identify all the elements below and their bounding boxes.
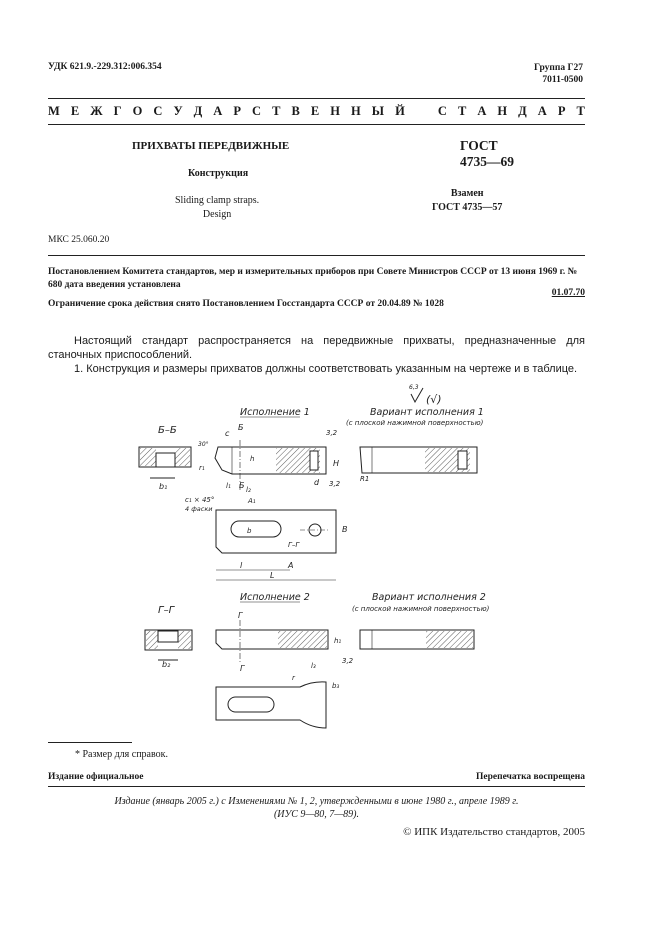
udk-code: УДК 621.9.-229.312:006.354 — [48, 62, 162, 72]
svg-text:3,2: 3,2 — [342, 657, 354, 665]
replaces-number: ГОСТ 4735—57 — [432, 202, 503, 213]
svg-text:A: A — [288, 561, 294, 570]
svg-text:Г: Г — [238, 611, 243, 620]
exec-2-side-view — [216, 611, 354, 673]
footnote-rule — [48, 742, 132, 743]
banner-letter: С — [153, 104, 163, 118]
svg-text:H: H — [333, 459, 340, 468]
svg-text:h: h — [250, 455, 255, 463]
section-bb — [139, 447, 191, 491]
edition-line-1: Издание (январь 2005 г.) с Изменениями № 1, 2, утвержденными в июне 1980 г., апреле 1989 г. — [114, 796, 519, 807]
banner-letter: С — [252, 104, 262, 118]
exec-2-label: Исполнение 2 — [240, 592, 310, 603]
variant-2-label: Вариант исполнения 2 — [372, 592, 486, 603]
mks-code: МКС 25.060.20 — [48, 235, 110, 245]
variant-2-note: (с плоской нажимной поверхностью) — [352, 605, 490, 613]
edition-note — [48, 795, 585, 821]
banner-letter: Т — [576, 104, 585, 118]
banner-letter: Н — [497, 104, 508, 118]
group-line-2: 7011-0500 — [542, 75, 583, 85]
svg-text:r: r — [292, 674, 295, 682]
svg-text:3,2: 3,2 — [329, 480, 341, 488]
svg-text:6,3: 6,3 — [409, 384, 419, 391]
official-edition: Издание официальное — [48, 772, 144, 782]
svg-text:b₂: b₂ — [162, 660, 171, 669]
gost-label: ГОСТ — [460, 138, 498, 153]
svg-text:l₃: l₃ — [311, 662, 316, 670]
english-title-line-1: Sliding clamp straps. — [175, 195, 260, 206]
svg-text:Б: Б — [238, 423, 244, 432]
svg-text:d: d — [314, 478, 320, 487]
svg-text:c₁ × 45°: c₁ × 45° — [185, 496, 215, 504]
footnote: * Размер для справок. — [75, 749, 168, 760]
svg-text:l₁: l₁ — [226, 482, 231, 490]
section-gg — [145, 630, 192, 669]
banner-letter: А — [213, 104, 223, 118]
svg-text:Г–Г: Г–Г — [288, 541, 300, 549]
svg-text:3,2: 3,2 — [326, 429, 338, 437]
banner-letter: Г — [113, 104, 122, 118]
banner-letter: Й — [395, 104, 405, 118]
replaces-label: Взамен — [450, 188, 484, 199]
banner-letter: Е — [70, 104, 80, 118]
svg-text:c: c — [225, 429, 230, 438]
banner-letter: Д — [193, 104, 203, 118]
svg-text:A₁: A₁ — [248, 497, 256, 505]
exec-1-side-view — [185, 423, 341, 513]
svg-text:b₃: b₃ — [332, 682, 340, 690]
exec-1-label: Исполнение 1 — [240, 407, 310, 418]
clause-1-paragraph: 1. Конструкция и размеры прихватов должны соответствовать указанным на чертеже и в таблице. — [74, 363, 578, 375]
group-line-1: Группа Г27 — [534, 63, 583, 73]
copyright: © ИПК Издательство стандартов, 2005 — [403, 826, 585, 838]
variant-1-side-view — [360, 447, 477, 483]
banner-letter: Т — [457, 104, 467, 118]
roughness-mark — [409, 384, 442, 406]
svg-text:Б: Б — [239, 481, 245, 490]
reprint-prohibited: Перепечатка воспрещена — [475, 772, 585, 782]
variant-1-label: Вариант исполнения 1 — [370, 407, 484, 418]
svg-text:L: L — [270, 571, 275, 580]
standard-subtitle: Конструкция — [188, 168, 249, 179]
svg-text:30°: 30° — [198, 441, 209, 448]
svg-text:b: b — [247, 527, 252, 535]
gost-number: 4735—69 — [460, 154, 514, 169]
banner-letter: М — [48, 104, 60, 118]
banner-letter: С — [437, 104, 447, 118]
svg-text:h₁: h₁ — [334, 637, 342, 645]
svg-text:B: B — [342, 525, 348, 534]
edition-line-2: (ИУС 9—80, 7—89). — [273, 809, 360, 820]
english-title-line-2: Design — [202, 209, 232, 220]
introduction-date: 01.07.70 — [551, 288, 585, 298]
banner-letter: Ы — [371, 104, 385, 118]
section-gg-label: Г–Г — [158, 605, 175, 616]
svg-text:r₁: r₁ — [199, 464, 205, 472]
banner-letter: А — [477, 104, 487, 118]
svg-text:b₁: b₁ — [159, 482, 168, 491]
banner-letter: У — [173, 104, 183, 118]
banner-letter: Н — [330, 104, 340, 118]
svg-text:(√): (√) — [426, 393, 442, 406]
scope-paragraph: Настоящий стандарт распространяется на передвижные прихваты, предназначенные для станочных приспособлений. — [48, 335, 585, 361]
banner-letter: А — [537, 104, 547, 118]
variant-1-note: (с плоской нажимной поверхностью) — [346, 419, 484, 427]
banner-letter: О — [132, 104, 143, 118]
banner-letter: Д — [518, 104, 527, 118]
banner-letter: Е — [310, 104, 320, 118]
exec-2-top-view — [216, 662, 339, 728]
banner-letter: Р — [233, 104, 241, 118]
banner-letter: Ж — [90, 104, 103, 118]
svg-text:l: l — [240, 561, 243, 570]
svg-text:l₂: l₂ — [246, 486, 251, 494]
variant-2-side-view — [360, 630, 474, 649]
banner-letter: Н — [350, 104, 361, 118]
exec-1-top-view — [216, 510, 348, 580]
svg-text:4 фаски: 4 фаски — [185, 505, 213, 513]
banner-letter: В — [291, 104, 300, 118]
svg-text:R1: R1 — [360, 475, 370, 483]
svg-text:Г: Г — [240, 664, 245, 673]
standard-title: ПРИХВАТЫ ПЕРЕДВИЖНЫЕ — [132, 140, 290, 152]
section-bb-label: Б–Б — [158, 425, 177, 436]
banner-letter: Т — [272, 104, 281, 118]
restriction-text: Ограничение срока действия снято Постановлением Госстандарта СССР от 20.04.89 № 1028 — [48, 299, 444, 309]
decree-text: Постановлением Комитета стандартов, мер и измерительных приборов при Совете Министров СССР от 13 июня 1969 г. № 680 дата введения установлена — [48, 267, 578, 290]
banner-letter: Р — [557, 104, 566, 118]
footer-rule — [48, 786, 585, 787]
